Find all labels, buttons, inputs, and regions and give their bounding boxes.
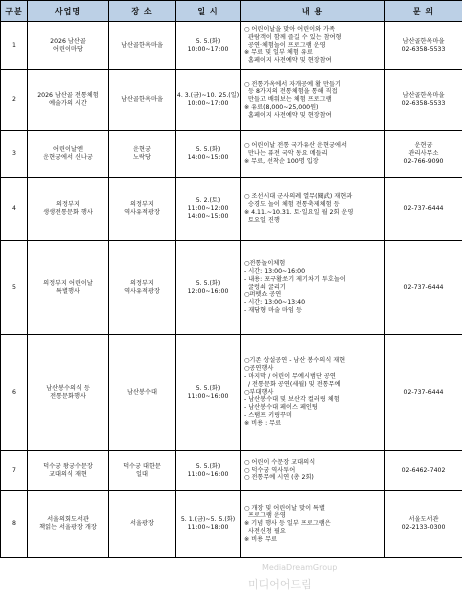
event-name: [28, 335, 109, 451]
header-contact: 문 의: [385, 1, 462, 22]
event-content-line: ○ 어린이날 전통 국가유산 운현궁에서: [244, 142, 347, 150]
event-date-line: 4. 3.(금)~10. 25.(일): [176, 92, 240, 100]
event-name-line: 2026 남산골: [50, 37, 86, 45]
table-row: [1, 335, 462, 451]
event-name-line: 덕수궁 왕궁수문장: [43, 462, 93, 470]
event-contact-line: 서울도서관: [408, 516, 439, 524]
event-content-line: 홈페이지 사전예약 및 현장참여: [248, 111, 332, 119]
event-date-line: 14:00~15:00: [187, 154, 229, 161]
event-content-line: ※ 무료 및 일부 체험 유료: [244, 49, 313, 57]
event-place: [109, 451, 176, 491]
table-row: [1, 131, 462, 178]
event-content: [241, 131, 385, 178]
header-date: 일 시: [176, 1, 241, 22]
event-content-line: ○공연행사: [244, 365, 274, 373]
event-content-line: 프로그램 운영: [248, 512, 286, 520]
event-date-line: 5. 5.(화): [195, 384, 221, 392]
event-content-line: - 내용: 포구활쏘기 제기차기 투호놀이: [244, 275, 346, 283]
event-content-line: 등 8가지의 전통체험을 통해 직접: [248, 88, 338, 96]
table-row: [1, 22, 462, 70]
event-contact-line: 02-737-6444: [403, 388, 444, 396]
event-place: [109, 178, 176, 241]
event-content-line: ○ 어린이날을 맞아 어린이와 가족: [244, 26, 335, 33]
event-contact-line: 02-737-6444: [403, 283, 444, 291]
event-content: [241, 70, 385, 131]
event-place: [109, 70, 176, 131]
event-content-line: - 남산봉수대 및 보산각 컬러링 체험: [244, 396, 340, 404]
event-name-line: 생생전통문화 행사: [43, 209, 93, 216]
event-name-line: 교대의식 재현: [49, 470, 87, 478]
event-place: [109, 131, 176, 178]
event-name: [28, 22, 109, 70]
event-content: [241, 491, 385, 558]
event-place-line: 덕수궁 대한문: [123, 462, 161, 470]
event-content-line: - 재담형 마술 마임 등: [244, 306, 302, 314]
event-name-line: 남산봉수의식 등: [46, 384, 90, 392]
event-content-line: 사전신청 필요: [248, 527, 286, 535]
event-content-line: 만나는 퓨전 국악 동요 메들리: [248, 150, 328, 158]
event-content-line: ※ 비용 : 무료: [244, 419, 282, 427]
event-content-line: ※ 기념 행사 등 일부 프로그램은: [244, 520, 331, 528]
event-content-line: 승경도 놀이 체험 전통축제체험 등: [248, 201, 340, 209]
table-row: [1, 178, 462, 241]
event-content-line: - 마지막 / 어린이 무예시범단 공연: [244, 373, 336, 380]
event-name-line: 서울의회도서관: [47, 516, 89, 524]
event-content: [241, 241, 385, 335]
event-date-line: 11:00~12:00: [187, 205, 229, 213]
event-place-line: 운현궁: [133, 146, 151, 154]
event-place: [109, 491, 176, 558]
event-contact-line: 02-6358-5533: [401, 100, 446, 107]
event-content: [241, 22, 385, 70]
event-place-line: 노락당: [133, 154, 151, 161]
event-content-line: ※ 무료, 선착순 100명 입장: [244, 157, 319, 165]
event-content-line: 만들고 배워보는 체험 프로그램: [248, 96, 332, 104]
event-contact: [385, 131, 462, 178]
event-contact-line: 02-766-9090: [403, 157, 444, 165]
event-name: [28, 451, 109, 491]
event-content-line: 홈페이지 사전예약 및 현장참여: [248, 57, 332, 65]
header-name: 사업명: [28, 1, 109, 22]
event-date: [176, 241, 241, 335]
table-header-row: [1, 1, 462, 22]
event-content: [241, 178, 385, 241]
event-content-line: - 남산봉수대 페이스 페인팅: [244, 404, 318, 412]
event-content-line: / 전통문화 공연(세월) 및 전통무예: [248, 380, 341, 388]
event-date-line: 5. 2.(토): [195, 197, 221, 205]
event-name-line: 전통문화행사: [50, 392, 86, 400]
event-date-line: 12:00~16:00: [187, 287, 229, 295]
event-content-line: ※ 4.11.~10.31. 토‧일요일 월 2회 운영: [244, 209, 354, 216]
event-content-line: ○ 덕수궁 역사투어: [244, 466, 296, 474]
event-contact-line: 남산골한옥마을: [402, 37, 445, 45]
event-place-line: 남산골한옥마을: [121, 41, 163, 49]
event-name: [28, 178, 109, 241]
event-content-line: ○ 개장 및 어린이날 맞이 특별: [244, 504, 325, 512]
event-name-line: 의정부지 어린이날: [43, 279, 93, 287]
event-name-line: 운현궁에서 신나궁: [43, 154, 93, 161]
watermark-small: MediaDreamGroup: [262, 563, 338, 572]
event-date: [176, 131, 241, 178]
row-number: 4: [1, 178, 28, 241]
event-place-line: 의정부지: [130, 279, 154, 287]
event-name: [28, 70, 109, 131]
event-date-line: 11:00~16:00: [187, 470, 229, 478]
event-date-line: 5. 5.(화): [195, 279, 221, 287]
event-content-line: ○ 전통무예 시연 (총 2회): [244, 474, 314, 482]
event-contact: [385, 335, 462, 451]
event-place: [109, 335, 176, 451]
event-place: [109, 22, 176, 70]
event-date-line: 5. 5.(화): [195, 37, 221, 45]
event-content-line: - 시간: 13:00~16:00: [244, 268, 306, 275]
event-name: [28, 131, 109, 178]
event-date-line: 14:00~15:00: [187, 212, 229, 220]
event-content-line: ○기존 상설공연 - 남산 봉수의식 재현: [244, 357, 346, 365]
event-content-line: ○퍼펫쇼 공연: [244, 291, 282, 299]
event-name-line: 특별행사: [56, 287, 80, 295]
event-contact-line: 관리사무소: [408, 150, 439, 158]
event-place-line: 역사유적광장: [124, 209, 160, 216]
event-place-line: 남산골한옥마을: [121, 96, 163, 104]
event-name-line: 어린이마당: [53, 45, 83, 53]
event-name-line: 예술가의 시간: [49, 100, 87, 107]
event-date-line: 11:00~18:00: [187, 524, 229, 531]
header-place: 장 소: [109, 1, 176, 22]
event-content-line: 굴렁쇠 굴리기: [248, 283, 286, 291]
event-date-line: 5. 1.(금)~5. 5.(화): [180, 516, 236, 524]
event-name-line: 책읽는 서울광장 개장: [39, 524, 97, 531]
event-place-line: 일대: [136, 470, 148, 478]
event-contact-line: 남산골한옥마을: [402, 92, 445, 100]
row-number: 8: [1, 491, 28, 558]
row-number: 2: [1, 70, 28, 131]
event-contact-line: 02-6462-7402: [401, 466, 446, 474]
event-contact-line: 운현궁: [414, 142, 433, 150]
header-content: 내 용: [241, 1, 385, 22]
event-content: [241, 335, 385, 451]
table-row: [1, 491, 462, 558]
event-contact: [385, 178, 462, 241]
event-place-line: 역사유적광장: [124, 287, 160, 295]
event-contact: [385, 70, 462, 131]
event-content-line: 공연‧체험놀이 프로그램 운영: [248, 41, 326, 49]
event-name: [28, 491, 109, 558]
event-date: [176, 335, 241, 451]
event-date: [176, 70, 241, 131]
event-content-line: ○ 전통가옥에서 자개공예 활 만들기: [244, 80, 341, 88]
row-number: 5: [1, 241, 28, 335]
event-contact: [385, 22, 462, 70]
row-number: 1: [1, 22, 28, 70]
event-date: [176, 178, 241, 241]
event-content-line: ※ 유료(8,000~25,000원): [244, 103, 319, 111]
event-contact: [385, 451, 462, 491]
event-name-line: 2026 남산골 전통체험: [37, 92, 99, 100]
table-row: [1, 241, 462, 335]
event-date-line: 10:00~17:00: [187, 45, 229, 53]
event-date-line: 10:00~17:00: [187, 100, 229, 107]
row-number: 3: [1, 131, 28, 178]
event-content-line: ○ 어린이 수문장 교대의식: [244, 458, 316, 466]
event-content-line: 토요일 진행: [248, 216, 280, 224]
event-date-line: 5. 5.(화): [195, 146, 221, 154]
event-contact-line: 02-2133-0300: [401, 524, 446, 531]
event-contact: [385, 241, 462, 335]
event-place-line: 의정부지: [130, 201, 154, 209]
event-contact: [385, 491, 462, 558]
row-number: 6: [1, 335, 28, 451]
event-place-line: 남산봉수대: [127, 388, 157, 396]
event-name-line: 의정부지: [56, 201, 80, 209]
event-content-line: 관람객이 함께 즐길 수 있는 참여형: [248, 33, 342, 41]
table-row: [1, 451, 462, 491]
event-contact-line: 02-737-6444: [403, 205, 444, 213]
event-date: [176, 491, 241, 558]
event-content-line: ※ 비용 무료: [244, 535, 278, 543]
event-contact-line: 02-6358-5533: [401, 45, 446, 53]
event-content-line: - 스탬프 키링꾸미: [244, 411, 293, 419]
event-name: [28, 241, 109, 335]
event-name-line: 어린이날엔: [53, 146, 83, 154]
event-content: [241, 451, 385, 491]
event-date: [176, 22, 241, 70]
event-place-line: 서울광장: [130, 520, 154, 528]
event-content-line: ○부대행사: [244, 388, 274, 396]
watermark: 미디어어드림: [248, 578, 312, 591]
event-content-line: - 시간: 13:00~13:40: [244, 299, 306, 307]
event-place: [109, 241, 176, 335]
event-date: [176, 451, 241, 491]
event-date-line: 11:00~16:00: [187, 392, 229, 400]
header-num: 구분: [1, 1, 28, 22]
table-row: [1, 70, 462, 131]
event-date-line: 5. 5.(화): [195, 462, 221, 470]
event-content-line: ○ 조선시대 군사의례 열무(閱武) 재현과: [244, 193, 353, 201]
event-content-line: ○전통놀이체험: [244, 260, 286, 268]
row-number: 7: [1, 451, 28, 491]
